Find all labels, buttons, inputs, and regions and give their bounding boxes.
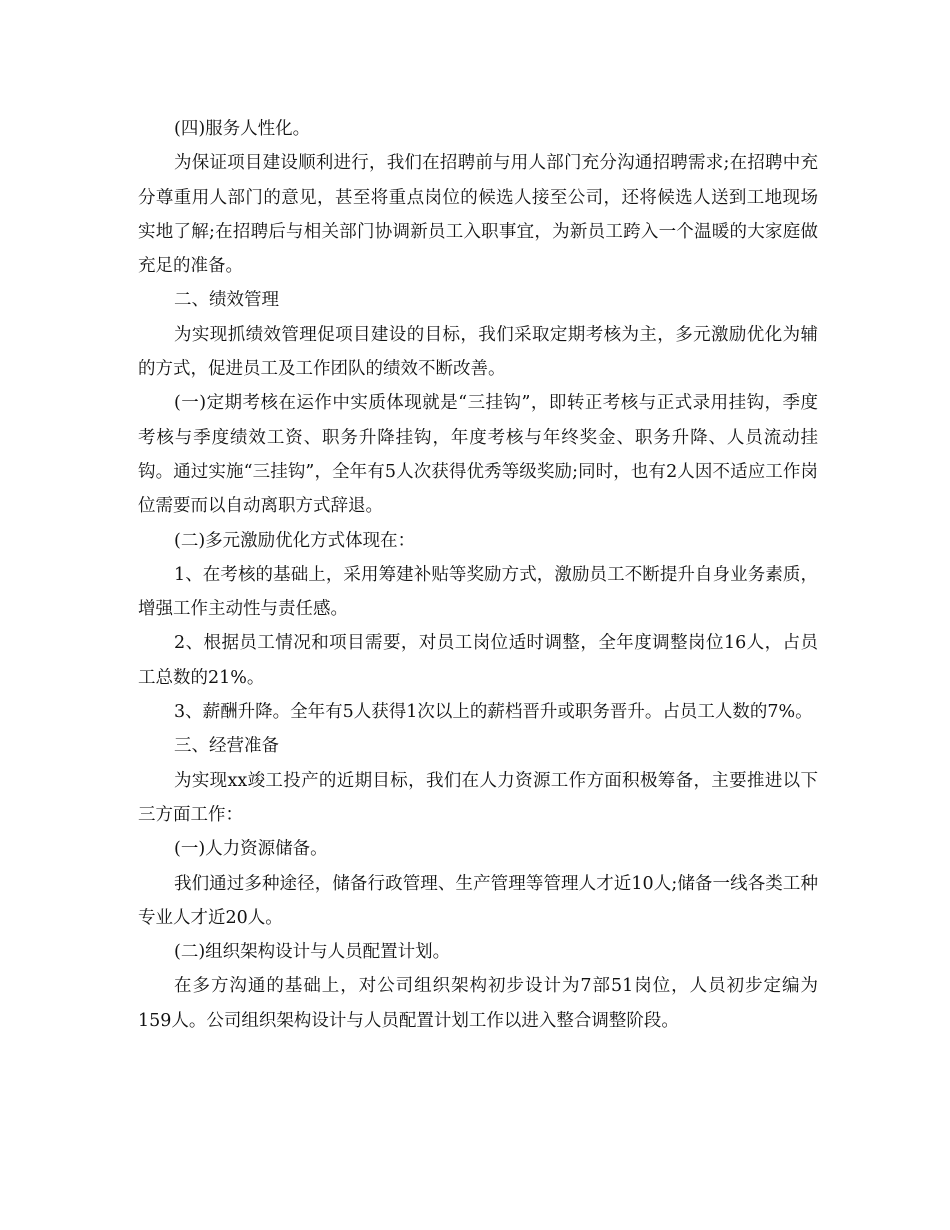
paragraph-three-links: (一)定期考核在运作中实质体现就是“三挂钩”，即转正考核与正式录用挂钩，季度考核与季度绩效工资、职务升降挂钩，年度考核与年终奖金、职务升降、人员流动挂钩。通过实施“三挂钩”，全年有5人次获得优秀等级奖励;同时，也有2人因不适应工作岗位需要而以自动离职方式辞退。: [138, 393, 818, 517]
paragraph-hr-reserve: 我们通过多种途径，储备行政管理、生产管理等管理人才近10人;储备一线各类工种专业人才近20人。: [138, 873, 818, 928]
document-body: [138, 112, 818, 1038]
section-heading-performance: 二、绩效管理: [174, 290, 279, 311]
paragraph-operations-goal: 为实现xx竣工投产的近期目标，我们在人力资源工作方面积极筹备，主要推进以下三方面工作：: [138, 770, 818, 825]
paragraph-org-structure: 在多方沟通的基础上，对公司组织架构初步设计为7部51岗位，人员初步定编为159人。公司组织架构设计与人员配置计划工作以进入整合调整阶段。: [138, 976, 818, 1031]
subheading-org-structure: (二)组织架构设计与人员配置计划。: [174, 942, 451, 963]
subheading-incentives: (二)多元激励优化方式体现在：: [174, 530, 416, 551]
list-item-1: 1、在考核的基础上，采用筹建补贴等奖励方式，激励员工不断提升自身业务素质，增强工作主动性与责任感。: [138, 564, 818, 620]
paragraph-service-humanization: (四)服务人性化。: [174, 119, 311, 139]
paragraph-recruitment-process: 为保证项目建设顺利进行，我们在招聘前与用人部门充分沟通招聘需求;在招聘中充分尊重用人部门的意见，甚至将重点岗位的候选人接至公司，还将候选人送到工地现场实地了解;在招聘后与相关部门协调新员工入职事宜，为新员工跨入一个温暖的大家庭做充足的准备。: [138, 153, 818, 277]
subheading-hr-reserve: (一)人力资源储备。: [174, 839, 328, 860]
list-item-2: 2、根据员工情况和项目需要，对员工岗位适时调整，全年度调整岗位16人，占员工总数的21%。: [138, 633, 818, 688]
paragraph-performance-goal: 为实现抓绩效管理促项目建设的目标，我们采取定期考核为主，多元激励优化为辅的方式，促进员工及工作团队的绩效不断改善。: [138, 324, 818, 380]
section-heading-operations: 三、经营准备: [174, 736, 279, 757]
list-item-3: 3、薪酬升降。全年有5人获得1次以上的薪档晋升或职务晋升。占员工人数的7%。: [174, 702, 813, 723]
